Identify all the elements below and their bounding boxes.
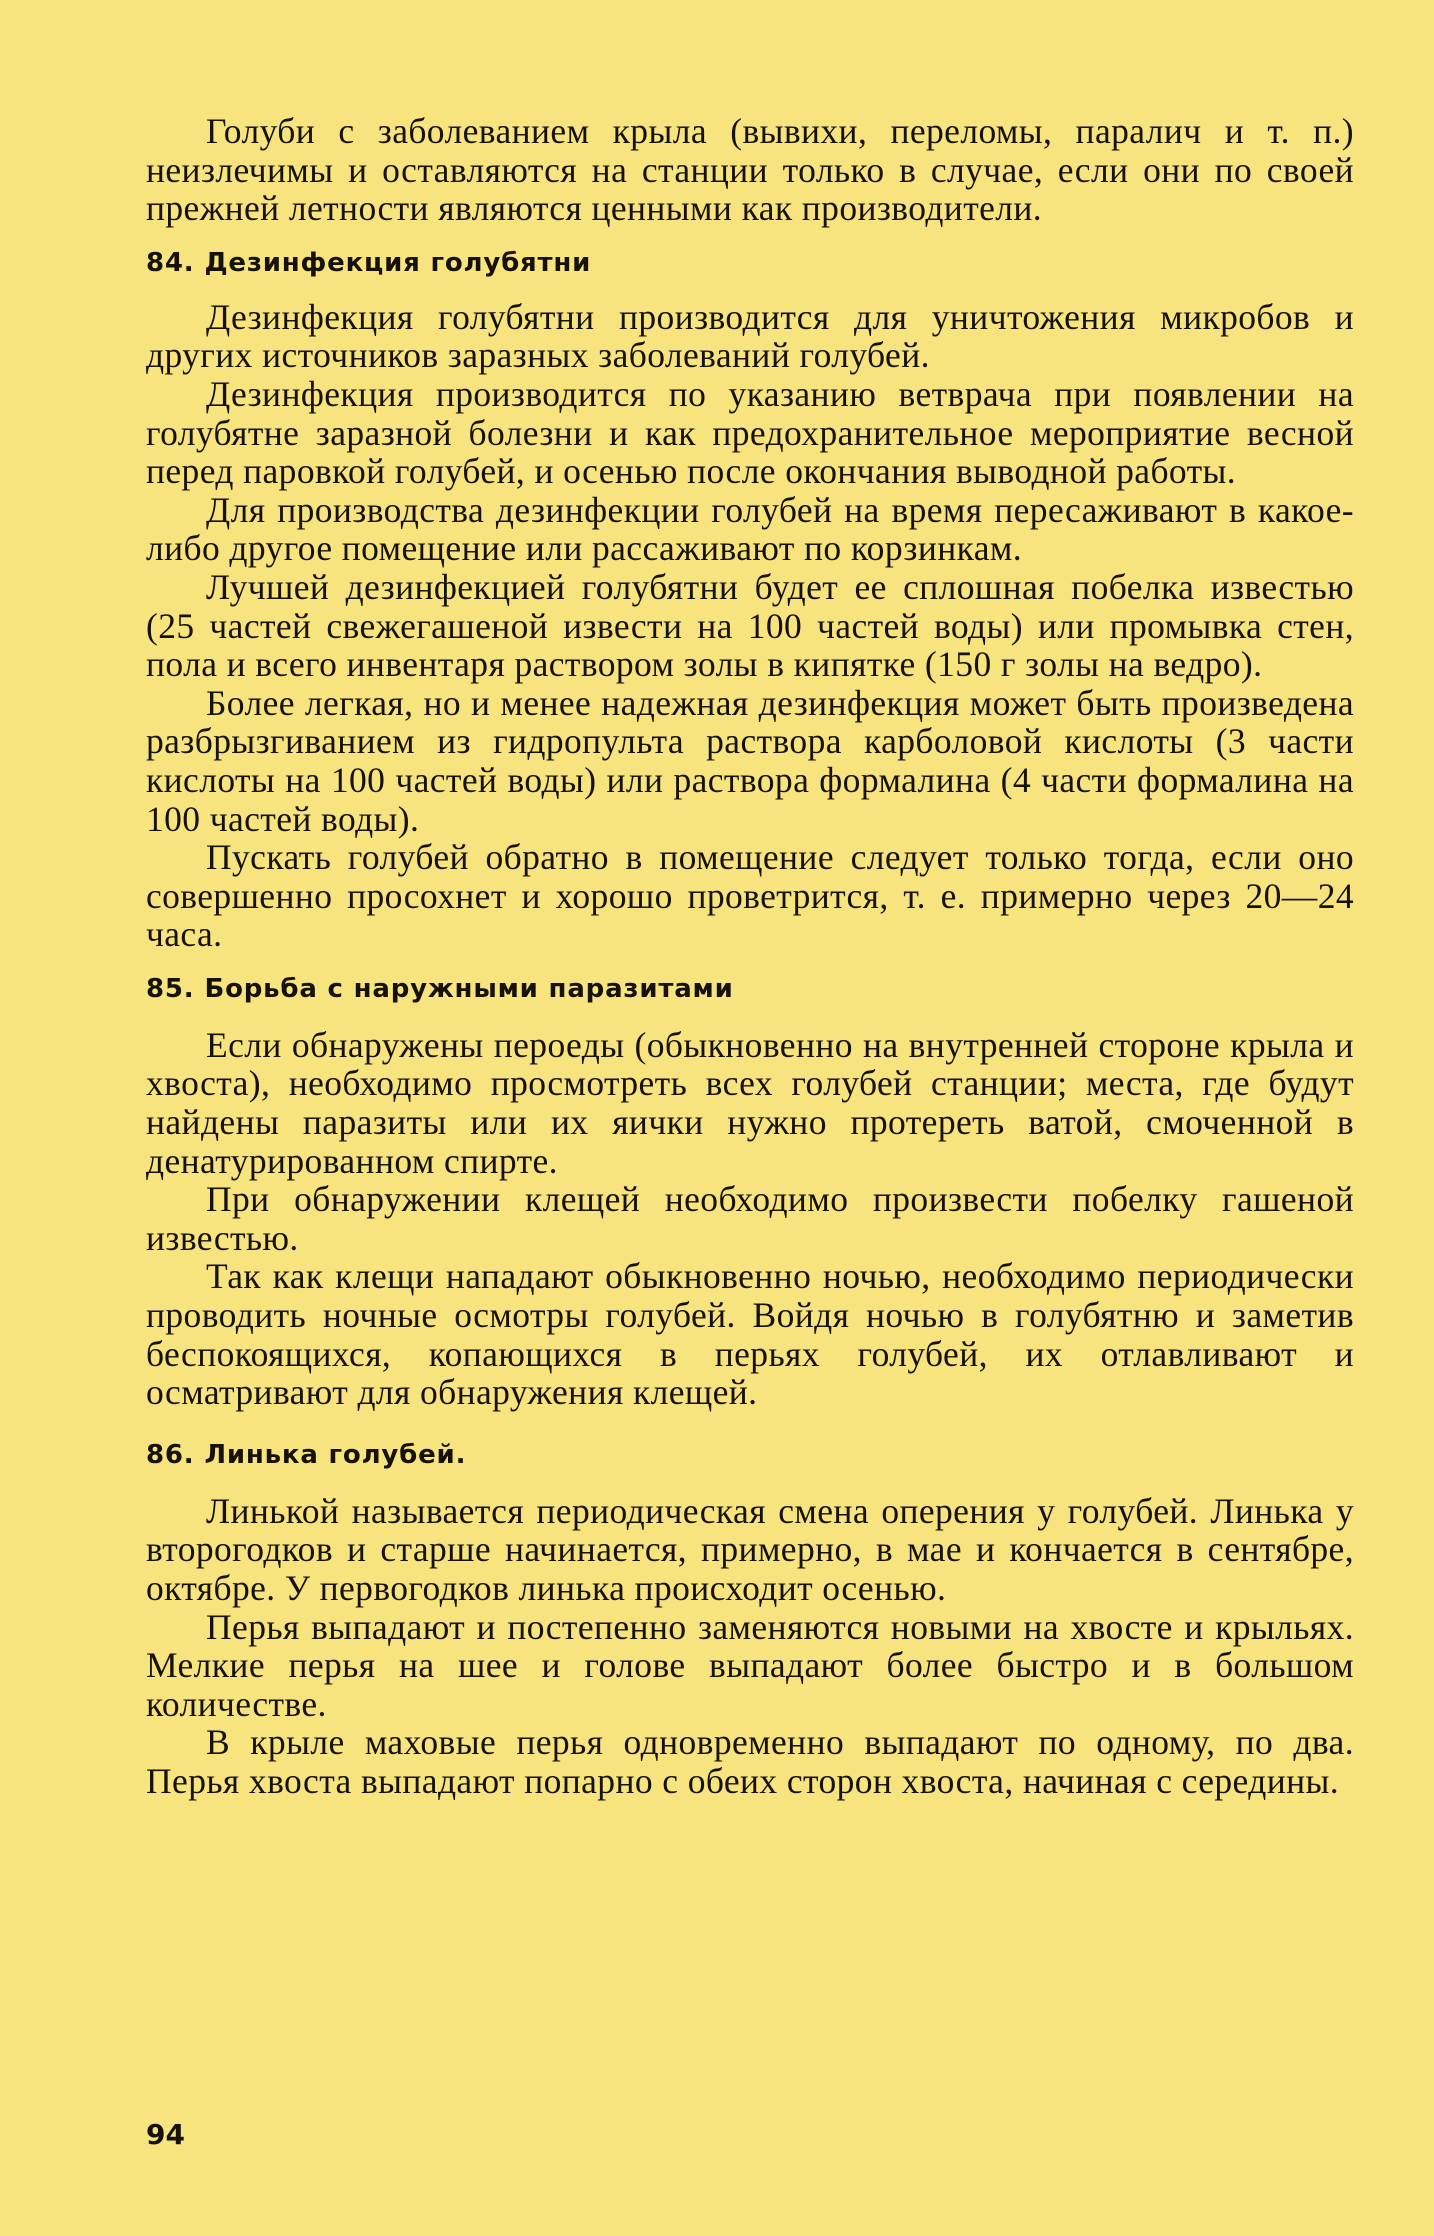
section-84-paragraph: Дезинфекция голубятни производится для уничтожения микробов и других источников заразных заболеваний голубей. — [146, 296, 1354, 376]
section-85-title: Борьба с наружными паразитами — [204, 973, 734, 1004]
page-body — [146, 112, 1354, 1801]
section-86-paragraph: Перья выпадают и постепенно заменяются новыми на хвосте и крыльях. Мелкие перья на шее и голове выпадают более быстро и в большом количестве. — [146, 1606, 1354, 1724]
section-85-paragraph: Так как клещи нападают обыкновенно ночью, необходимо периодически проводить ночные осмотры голубей. Войдя ночью в голубятню и заметив беспокоящихся, копающихся в перьях голубей, их отлавливают и осматривают для обнаружения клещей. — [146, 1256, 1354, 1413]
section-85-number: 85. — [146, 973, 195, 1004]
section-84-number: 84. — [146, 247, 195, 278]
section-86-number: 86. — [146, 1439, 195, 1470]
section-85-paragraph: При обнаружении клещей необходимо произвести побелку гашеной известью. — [146, 1179, 1354, 1258]
section-84-paragraph: Дезинфекция производится по указанию ветврача при появлении на голубятне заразной болезни и как предохранительное мероприятие весной перед паровкой голубей, и осенью после окончания выводной работы. — [146, 373, 1354, 492]
section-84-paragraph: Для производства дезинфекции голубей на время пересаживают в какое-либо другое помещение или рассаживают по корзинкам. — [146, 489, 1354, 569]
section-86-paragraph: Линькой называется периодическая смена оперения у голубей. Линька у второгодков и старше начинается, примерно, в мае и кончается в сентябре, октябре. У первогодков линька происходит осенью. — [146, 1490, 1354, 1608]
section-86-heading — [146, 1440, 1354, 1470]
section-85-paragraph: Если обнаружены пероеды (обыкновенно на внутренней стороне крыла и хвоста), необходимо просмотреть всех голубей станции; места, где будут найдены паразиты или их яички нужно протереть ватой, смоченной в денатурированном спирте. — [146, 1024, 1354, 1181]
section-84-paragraph: Пускать голубей обратно в помещение следует только тогда, если оно совершенно просохнет и хорошо проветрится, т. е. примерно через 20—24 часа. — [146, 837, 1354, 955]
section-86-paragraph: В крыле маховые перья одновременно выпадают по одному, по два. Перья хвоста выпадают попарно с обеих сторон хвоста, начиная с середины. — [146, 1722, 1354, 1801]
intro-paragraph: Голуби с заболеванием крыла (вывихи, переломы, паралич и т. п.) неизлечимы и оставляются на станции только в случае, если они по своей прежней летности являются ценными как производители. — [146, 111, 1354, 229]
section-84-title: Дезинфекция голубятни — [204, 247, 592, 278]
section-84-heading — [146, 248, 1354, 278]
page-number: 94 — [146, 2118, 185, 2151]
section-84-paragraph: Более легкая, но и менее надежная дезинфекция может быть произведена разбрызгиванием из гидропульта раствора карболовой кислоты (3 части кислоты на 100 частей воды) или раствора формалина (4 части формалина на 100 частей воды). — [146, 682, 1354, 839]
section-85-heading — [146, 974, 1354, 1004]
section-84-paragraph: Лучшей дезинфекцией голубятни будет ее сплошная побелка известью (25 частей свежегашеной извести на 100 частей воды) или промывка стен, пола и всего инвентаря раствором золы в кипятке (150 г золы на ведро). — [146, 566, 1354, 685]
section-86-title: Линька голубей. — [204, 1439, 467, 1470]
